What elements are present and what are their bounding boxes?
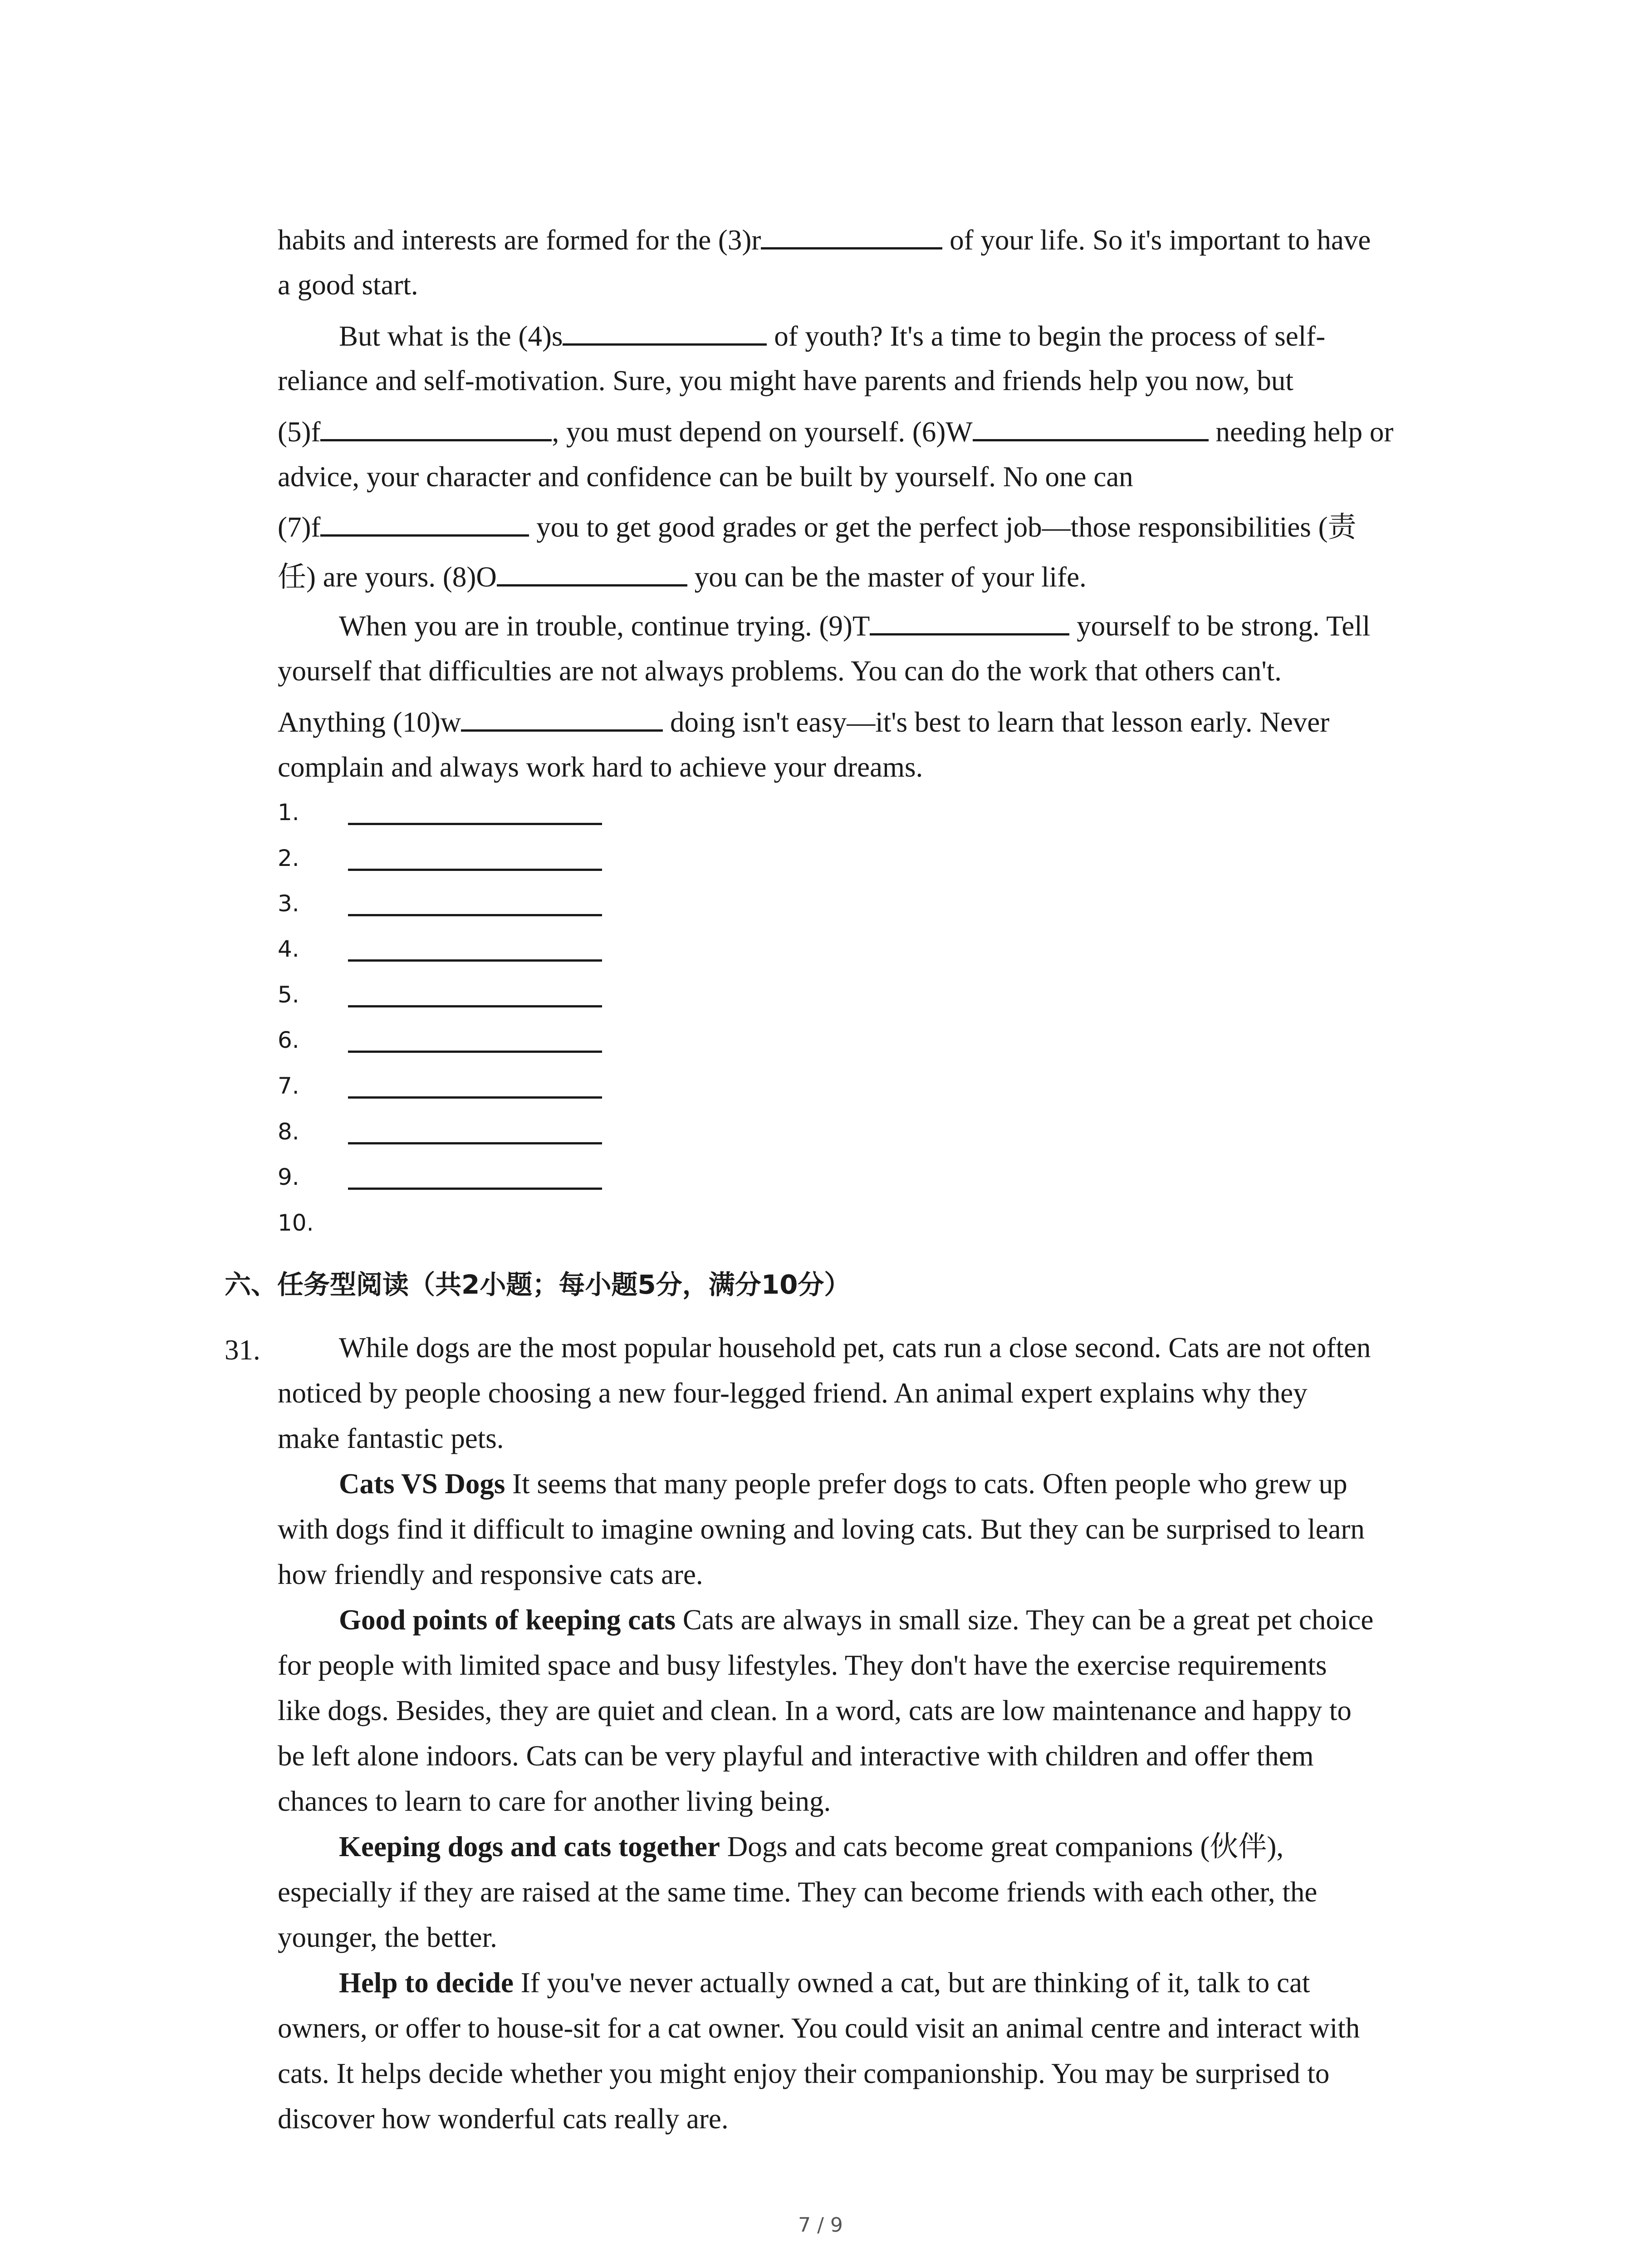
answer-number: 10. (278, 1210, 314, 1236)
q31-line-8: for people with limited space and busy lifestyles. They don't have the exercise requirements (278, 1649, 1327, 1681)
answer-number: 9. (278, 1164, 299, 1190)
text: It seems that many people prefer dogs to cats. Often people who grew up (505, 1468, 1347, 1500)
answer-number: 7. (278, 1073, 299, 1099)
text: , you must depend on yourself. (6)W (552, 416, 973, 448)
q31-line-17: cats. It helps decide whether you might enjoy their companionship. You may be surprised to (278, 2058, 1330, 2089)
text: 任) are yours. (8)O (278, 561, 497, 593)
q31-line-10: be left alone indoors. Cats can be very playful and interactive with children and offer them (278, 1740, 1314, 1772)
q31-line-7 (339, 1606, 1373, 1634)
passage-line-3 (339, 321, 1325, 351)
subheading-cats-vs-dogs: Cats VS Dogs (339, 1468, 505, 1500)
q31-line-3: make fantastic pets. (278, 1422, 504, 1454)
q31-line-6: how friendly and responsive cats are. (278, 1559, 703, 1590)
blank-8 (497, 562, 687, 587)
text: of youth? It's a time to begin the process of self- (767, 320, 1326, 352)
answer-line[interactable] (348, 959, 602, 962)
answer-line[interactable] (348, 823, 602, 825)
answer-line[interactable] (348, 1051, 602, 1053)
text: needing help or (1208, 416, 1394, 448)
blank-10 (461, 707, 663, 732)
text: If you've never actually owned a cat, but are thinking of it, talk to cat (513, 1967, 1310, 1999)
text: Cats are always in small size. They can be a great pet choice (676, 1604, 1374, 1636)
blank-3 (761, 225, 942, 249)
passage-line-7 (278, 512, 1357, 542)
q31-line-14: younger, the better. (278, 1921, 497, 1953)
text: (5)f (278, 416, 321, 448)
passage-line-5 (278, 416, 1393, 446)
answer-line[interactable] (348, 1188, 602, 1190)
blank-7 (320, 512, 529, 537)
q31-line-13: especially if they are raised at the same time. They can become friends with each other, the (278, 1876, 1318, 1908)
text: doing isn't easy—it's best to learn that lesson early. Never (663, 706, 1330, 738)
section-heading: 六、任务型阅读（共2小题；每小题5分，满分10分） (225, 1269, 851, 1300)
q31-line-15 (339, 1969, 1310, 1997)
text: When you are in trouble, continue trying. (9)T (339, 610, 870, 642)
blank-6 (973, 416, 1209, 441)
passage-line-12: complain and always work hard to achieve your dreams. (278, 751, 923, 783)
text: Anything (10)w (278, 706, 461, 738)
answer-number: 1. (278, 799, 299, 826)
q31-line-9: like dogs. Besides, they are quiet and clean. In a word, cats are low maintenance and happy to (278, 1695, 1352, 1726)
question-number: 31. (225, 1334, 260, 1366)
answer-line[interactable] (348, 1142, 602, 1144)
q31-line-11: chances to learn to care for another living being. (278, 1785, 831, 1817)
q31-line-18: discover how wonderful cats really are. (278, 2103, 729, 2135)
text: yourself to be strong. Tell (1069, 610, 1371, 642)
answer-number: 5. (278, 982, 299, 1008)
passage-line-8 (278, 562, 1087, 591)
answer-number: 8. (278, 1119, 299, 1145)
passage-line-11 (278, 707, 1329, 737)
text: But what is the (4)s (339, 320, 563, 352)
passage-line-1 (278, 225, 1371, 254)
blank-4 (563, 321, 767, 346)
q31-line-1: While dogs are the most popular household pet, cats run a close second. Cats are not often (339, 1332, 1371, 1364)
blank-5 (320, 416, 552, 441)
answer-number: 4. (278, 936, 299, 962)
q31-line-12 (339, 1833, 1283, 1861)
passage-line-10: yourself that difficulties are not always problems. You can do the work that others can't. (278, 655, 1282, 687)
passage-line-2: a good start. (278, 269, 418, 301)
text: you can be the master of your life. (687, 561, 1087, 593)
q31-line-5: with dogs find it difficult to imagine owning and loving cats. But they can be surprised to learn (278, 1513, 1365, 1545)
passage-line-4: reliance and self-motivation. Sure, you might have parents and friends help you now, but (278, 365, 1293, 396)
q31-line-4 (339, 1470, 1347, 1498)
text: you to get good grades or get the perfect job—those responsibilities (责 (529, 511, 1357, 543)
subheading-good-points: Good points of keeping cats (339, 1604, 676, 1636)
text: (7)f (278, 511, 321, 543)
subheading-help-to-decide: Help to decide (339, 1967, 514, 1999)
text: habits and interests are formed for the (3)r (278, 224, 761, 256)
answer-number: 3. (278, 890, 299, 917)
q31-line-2: noticed by people choosing a new four-legged friend. An animal expert explains why they (278, 1377, 1308, 1409)
answer-number: 6. (278, 1027, 299, 1053)
passage-line-9 (339, 611, 1370, 640)
answer-line[interactable] (348, 1096, 602, 1099)
page-number: 7 / 9 (798, 2214, 843, 2237)
answer-line[interactable] (348, 869, 602, 871)
answer-number: 2. (278, 845, 299, 871)
text: of your life. So it's important to have (942, 224, 1371, 256)
answer-line[interactable] (348, 1005, 602, 1007)
passage-line-6: advice, your character and confidence can be built by yourself. No one can (278, 461, 1133, 493)
text: Dogs and cats become great companions (伙伴), (720, 1831, 1284, 1862)
subheading-keeping-together: Keeping dogs and cats together (339, 1831, 720, 1862)
q31-line-16: owners, or offer to house-sit for a cat owner. You could visit an animal centre and interact with (278, 2012, 1360, 2044)
answer-line[interactable] (348, 914, 602, 916)
blank-9 (870, 611, 1069, 635)
